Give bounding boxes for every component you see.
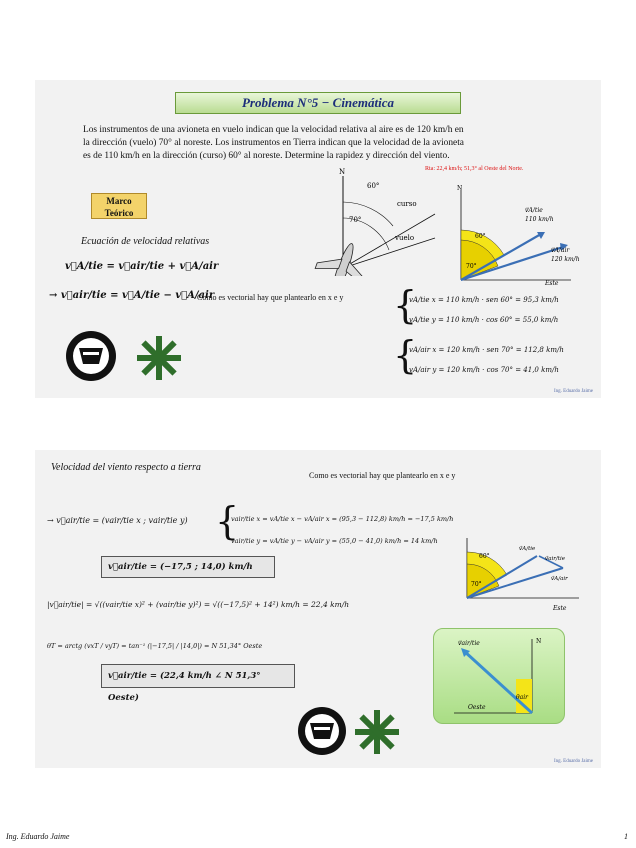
component-line: vA/air y = 120 km/h · cos 70° = 41,0 km/h: [409, 366, 559, 374]
slide-signature: Ing. Eduardo Jaime: [553, 389, 593, 394]
slide-2: [35, 450, 601, 768]
angle60-label: 60°: [367, 182, 380, 190]
slide-signature: Ing. Eduardo Jaime: [553, 759, 593, 764]
east-label: Este: [545, 280, 559, 287]
university-seal-logo: [297, 706, 347, 756]
slide-1: [35, 80, 601, 398]
statement-line: la dirección (vuelo) 70° al noreste. Los instrumentos en Tierra indican que la velocidad de la avioneta: [83, 138, 464, 148]
velocity-vector-diagram: [453, 184, 583, 288]
department-emblem-logo: [353, 708, 401, 756]
problem-title: Problema N°5 − Cinemática: [175, 92, 461, 114]
component-line: vair/tie y = vA/tie y − vA/air y = (55,0 − 41,0) km/h = 14 km/h: [231, 537, 438, 545]
vector-note: Como es vectorial hay que plantearlo en x e y: [197, 293, 344, 302]
card-west-label: Oeste: [468, 704, 486, 711]
v-a-air-label: v⃗A/air: [551, 247, 570, 254]
department-emblem-logo: [135, 334, 183, 382]
angle60-label: 60°: [479, 553, 490, 560]
footer-author: Ing. Eduardo Jaime: [6, 832, 70, 841]
marco-teorico-button[interactable]: Marco Teórico: [91, 193, 147, 219]
wind-magnitude-equation: |v⃗air/tie| = √((vair/tie x)² + (vair/tie y)²) = √((−17,5)² + 14²) km/h = 22,4 km/h: [47, 600, 350, 609]
v-a-tie-components: [409, 290, 559, 330]
page-number: 1: [624, 832, 628, 841]
north-label: N: [339, 168, 346, 176]
problem-statement: [83, 124, 583, 163]
wind-components: [231, 508, 453, 552]
v-a-air-label: v⃗A/air: [551, 576, 568, 582]
velocity-vector-diagram: [459, 538, 589, 614]
card-vector-label: v⃗air/tie: [458, 640, 480, 647]
curso-label: curso: [397, 200, 417, 208]
equation-heading: Ecuación de velocidad relativas: [81, 236, 210, 247]
north-label: N: [457, 185, 463, 192]
wind-velocity-equation: → v⃗air/tie = v⃗A/tie − v⃗A/air: [49, 290, 215, 301]
relative-velocity-equation: v⃗A/tie = v⃗air/tie + v⃗A/air: [65, 261, 219, 272]
vuelo-label: vuelo: [395, 234, 415, 242]
v-air-tie-label: v⃗air/tie: [545, 556, 565, 562]
v-a-air-components: [409, 340, 564, 380]
component-line: vA/tie y = 110 km/h · cos 60° = 55,0 km/h: [409, 316, 559, 324]
brace: {: [215, 499, 240, 543]
wind-vector-result: v⃗air/tie = (−17,5 ; 14,0) km/h: [101, 556, 275, 578]
angle70-label: 70°: [349, 216, 362, 224]
angle70-label: 70°: [471, 581, 482, 588]
v-a-air-magnitude: 120 km/h: [551, 256, 580, 263]
statement-line: Los instrumentos de una avioneta en vuelo indican que la velocidad relativa al aire es de 120 km/h en: [83, 125, 464, 135]
v-a-tie-label: v⃗A/tie: [525, 207, 543, 214]
angle60-label: 60°: [475, 233, 486, 240]
wind-vector-equation: → v⃗air/tie = (vair/tie x ; vair/tie y): [47, 516, 188, 525]
v-a-tie-label: v⃗A/tie: [519, 546, 536, 552]
wind-velocity-heading: Velocidad del viento respecto a tierra: [51, 462, 201, 473]
east-label: Este: [553, 605, 567, 612]
card-theta-label: θair: [516, 694, 528, 701]
component-line: vA/tie x = 110 km/h · sen 60° = 95,3 km/h: [409, 296, 559, 304]
flight-line: [343, 238, 435, 268]
component-line: vair/tie x = vA/tie x − vA/air x = (95,3 − 112,8) km/h = −17,5 km/h: [231, 515, 454, 523]
component-line: vA/air x = 120 km/h · sen 70° = 112,8 km/h: [409, 346, 564, 354]
statement-line: es de 110 km/h en la dirección (curso) 60° al noreste. Determine la rapidez y dirección del viento.: [83, 151, 450, 161]
answer-note: Rta: 22,4 km/h; 51,3° al Oeste del Norte.: [425, 166, 524, 172]
university-seal-logo: [65, 330, 117, 382]
card-north-label: N: [536, 638, 542, 645]
airplane-diagram: [295, 166, 445, 276]
wind-vector-card: [433, 628, 565, 724]
final-answer: v⃗air/tie = (22,4 km/h ∠ N 51,3° Oeste): [101, 664, 295, 688]
wind-angle-equation: θT = arctg (vxT / vyT) = tan⁻¹ (|−17,5| / |14,0|) = N 51,34° Oeste: [47, 642, 263, 650]
brace: {: [393, 333, 418, 377]
brace: {: [393, 283, 418, 327]
v-a-tie-magnitude: 110 km/h: [525, 216, 554, 223]
angle70-label: 70°: [466, 263, 477, 270]
vector-note: Como es vectorial hay que plantearlo en x e y: [309, 471, 456, 480]
